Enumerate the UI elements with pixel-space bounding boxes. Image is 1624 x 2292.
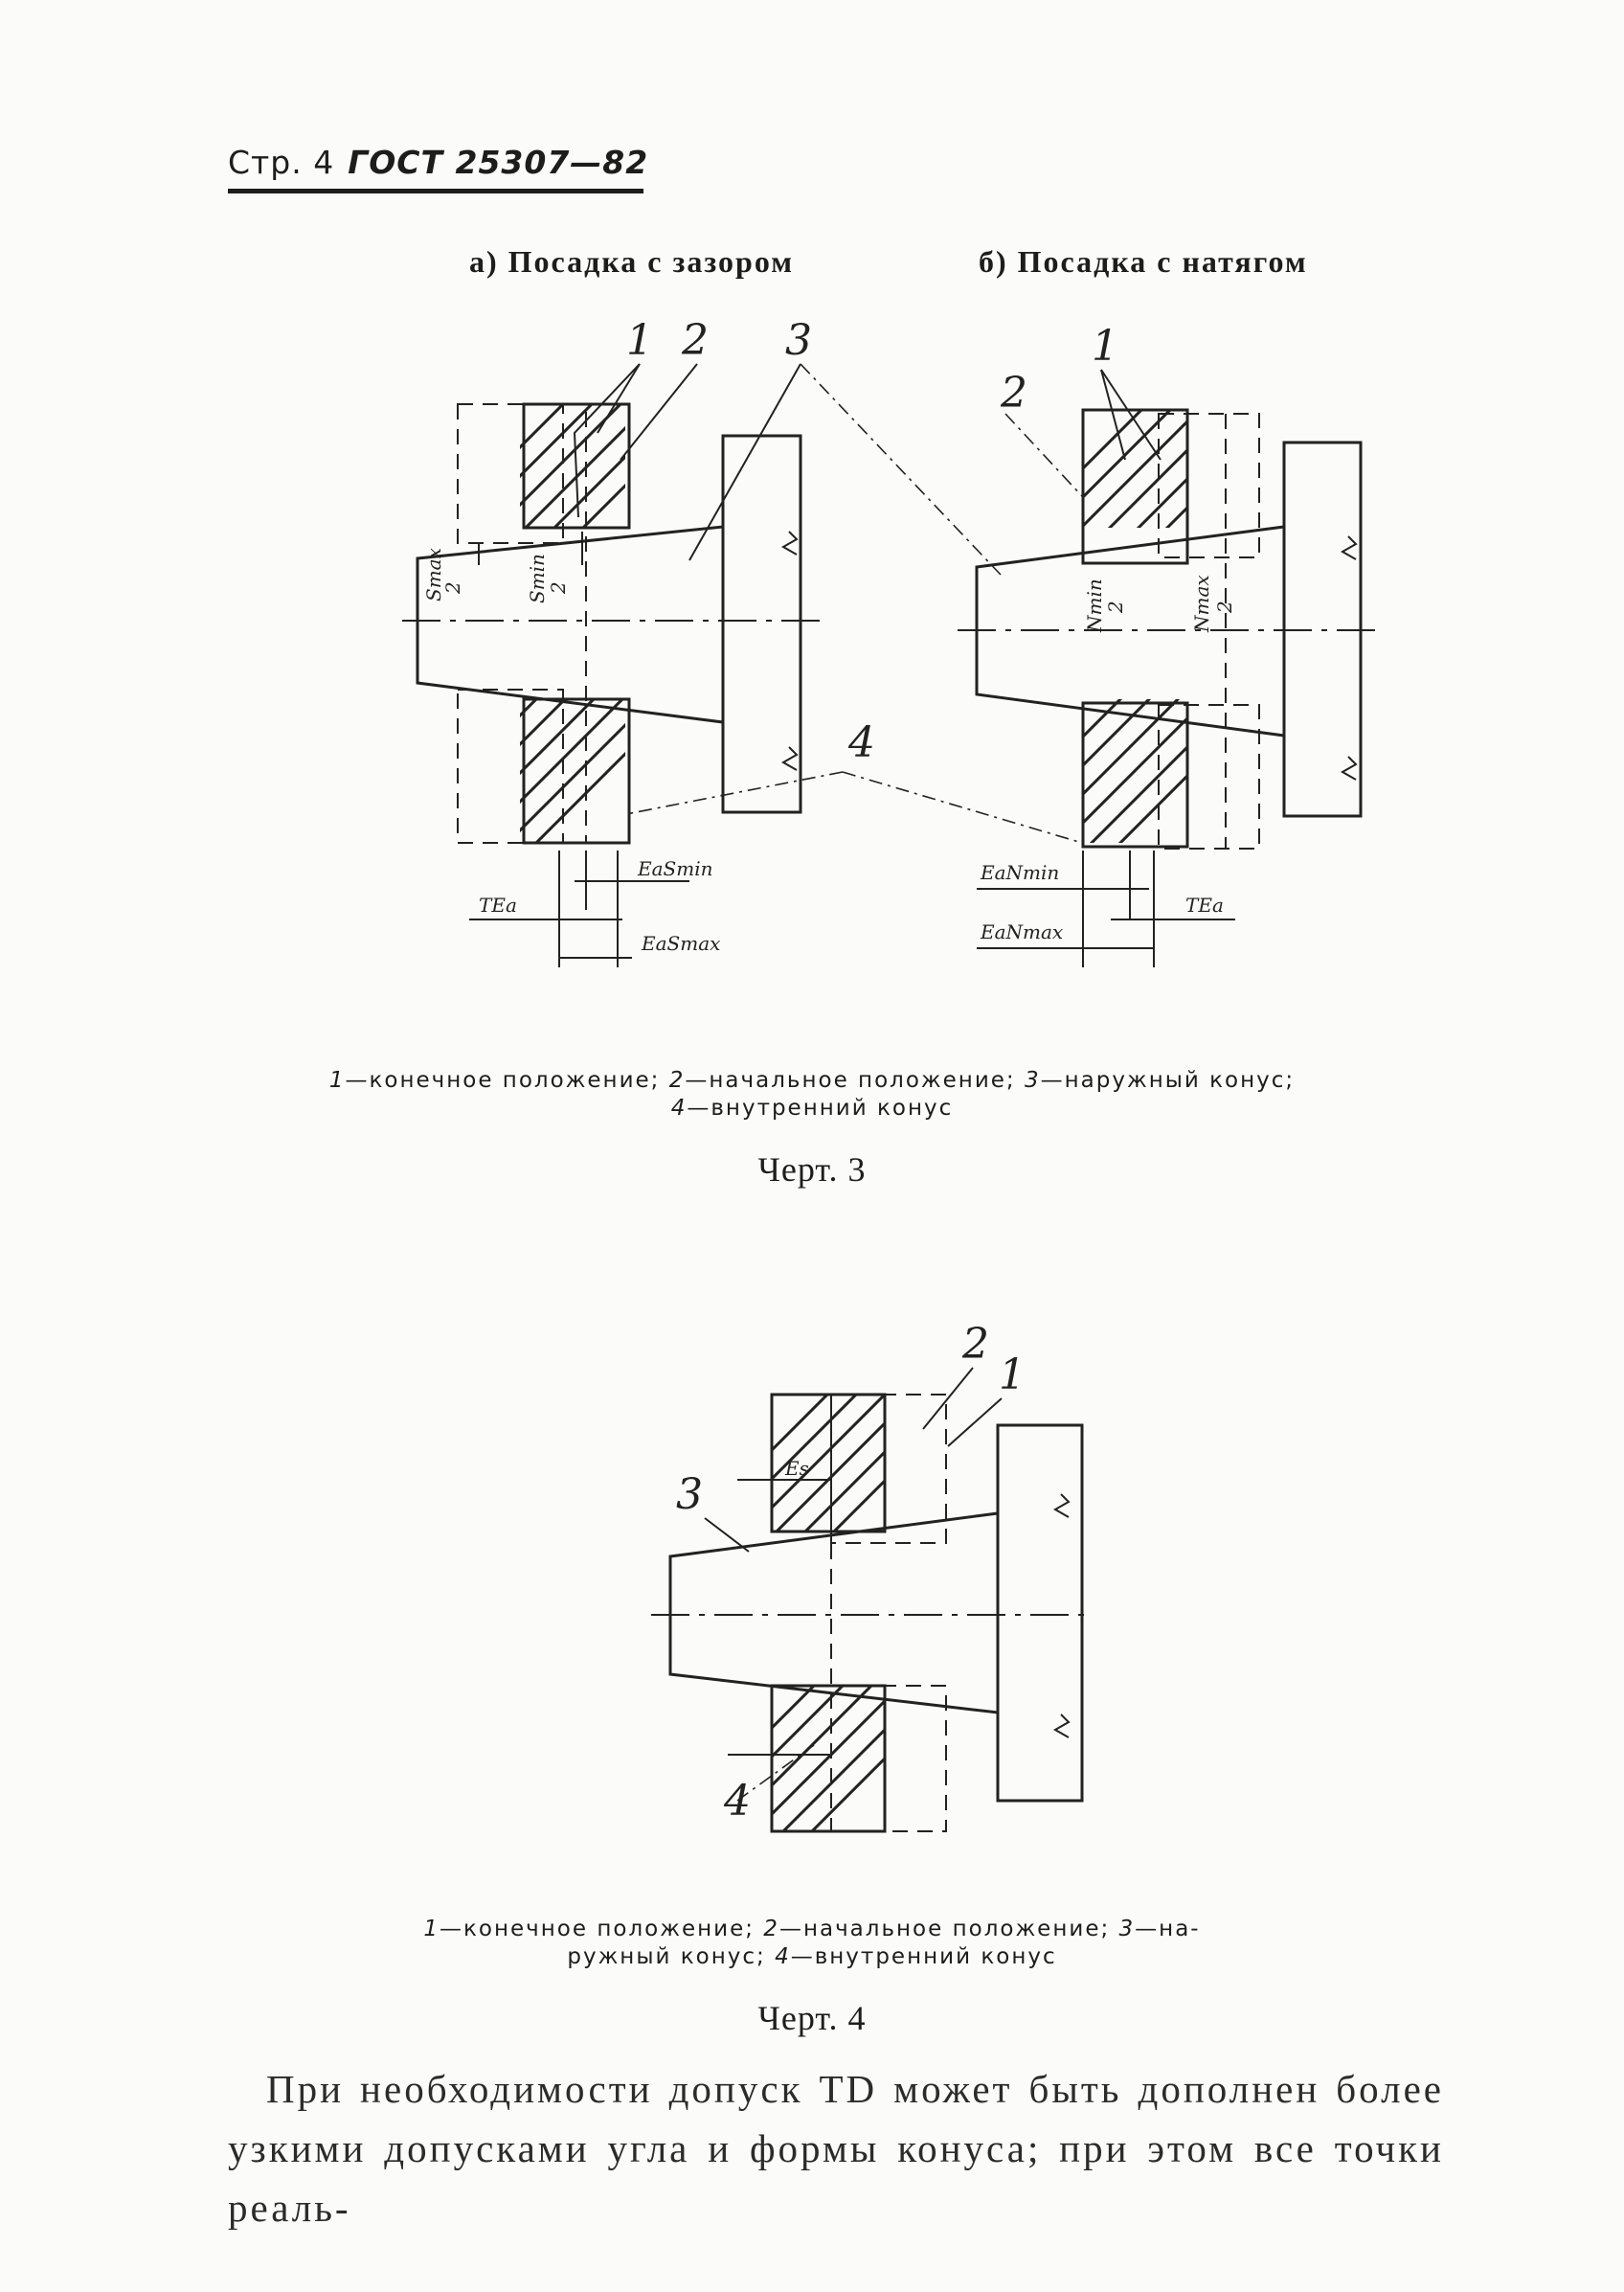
inner-cone-initial-bottom xyxy=(458,690,563,843)
label-nmax-half: 2 xyxy=(1213,601,1236,613)
page-header xyxy=(228,144,648,181)
figure3-title-a: а) Посадка с зазором xyxy=(469,244,794,279)
figure3b-drawing xyxy=(843,322,1379,967)
label-tea-b: TEa xyxy=(1185,894,1224,917)
figure4-caption: 1—конечное положение; 2—начальное положение; 3—на- ружный конус; 4—внутренний конус xyxy=(423,1917,1201,1969)
label-easmax: EaSmax xyxy=(642,932,721,955)
callout-1-b: 1 xyxy=(1092,322,1118,371)
callout-3: 3 xyxy=(785,316,812,365)
callout-2-fig4: 2 xyxy=(962,1320,989,1369)
callout-3-fig4: 3 xyxy=(676,1470,703,1519)
callout-2: 2 xyxy=(682,316,709,365)
inner-cone-initial-top-4 xyxy=(831,1395,946,1543)
figure3-label: Черт. 3 xyxy=(757,1150,867,1189)
label-eanmax: EaNmax xyxy=(981,920,1064,943)
label-nmin-half: 2 xyxy=(1104,601,1127,613)
label-eanmin: EaNmin xyxy=(981,861,1060,884)
label-nmin: Nmin xyxy=(1083,579,1106,632)
inner-cone-final-bottom xyxy=(524,699,629,843)
figure3-caption: 1—конечное положение; 2—начальное положение; 3—наружный конус; 4—внутренний конус xyxy=(328,1068,1296,1121)
label-smin: Smin xyxy=(526,554,549,603)
label-nmax: Nmax xyxy=(1190,575,1213,632)
callout-4: 4 xyxy=(848,718,875,767)
figure4-drawing xyxy=(0,1283,1624,1858)
outer-cone xyxy=(417,527,723,722)
label-smax-half: 2 xyxy=(441,581,464,594)
inner-cone-initial-top xyxy=(458,404,563,543)
figure3a-drawing xyxy=(373,316,1001,967)
inner-cone-final-bottom-b xyxy=(1083,703,1187,847)
cone-flange xyxy=(723,436,801,812)
standard-number: ГОСТ 25307—82 xyxy=(348,144,649,181)
figure4-label: Черт. 4 xyxy=(757,1999,867,2037)
label-smax: Smax xyxy=(422,548,445,601)
header-rule xyxy=(228,189,643,193)
cone-flange-4 xyxy=(998,1425,1082,1801)
body-paragraph: При необходимости допуск TD может быть дополнен более узкими допусками угла и формы конуса; при этом все точки реаль- xyxy=(228,2067,1444,2230)
callout-1: 1 xyxy=(626,316,653,365)
callout-2-b: 2 xyxy=(1001,369,1027,418)
figure3-title-b: б) Посадка с натягом xyxy=(979,244,1308,279)
page-number: Стр. 4 xyxy=(228,144,335,181)
figure3-drawing xyxy=(0,287,1624,1034)
label-es: Es xyxy=(785,1457,809,1480)
label-easmin: EaSmin xyxy=(638,857,713,880)
callout-1-fig4: 1 xyxy=(999,1350,1026,1399)
label-smin-half: 2 xyxy=(547,581,570,594)
callout-4-fig4: 4 xyxy=(724,1777,751,1826)
label-tea: TEa xyxy=(479,894,517,917)
